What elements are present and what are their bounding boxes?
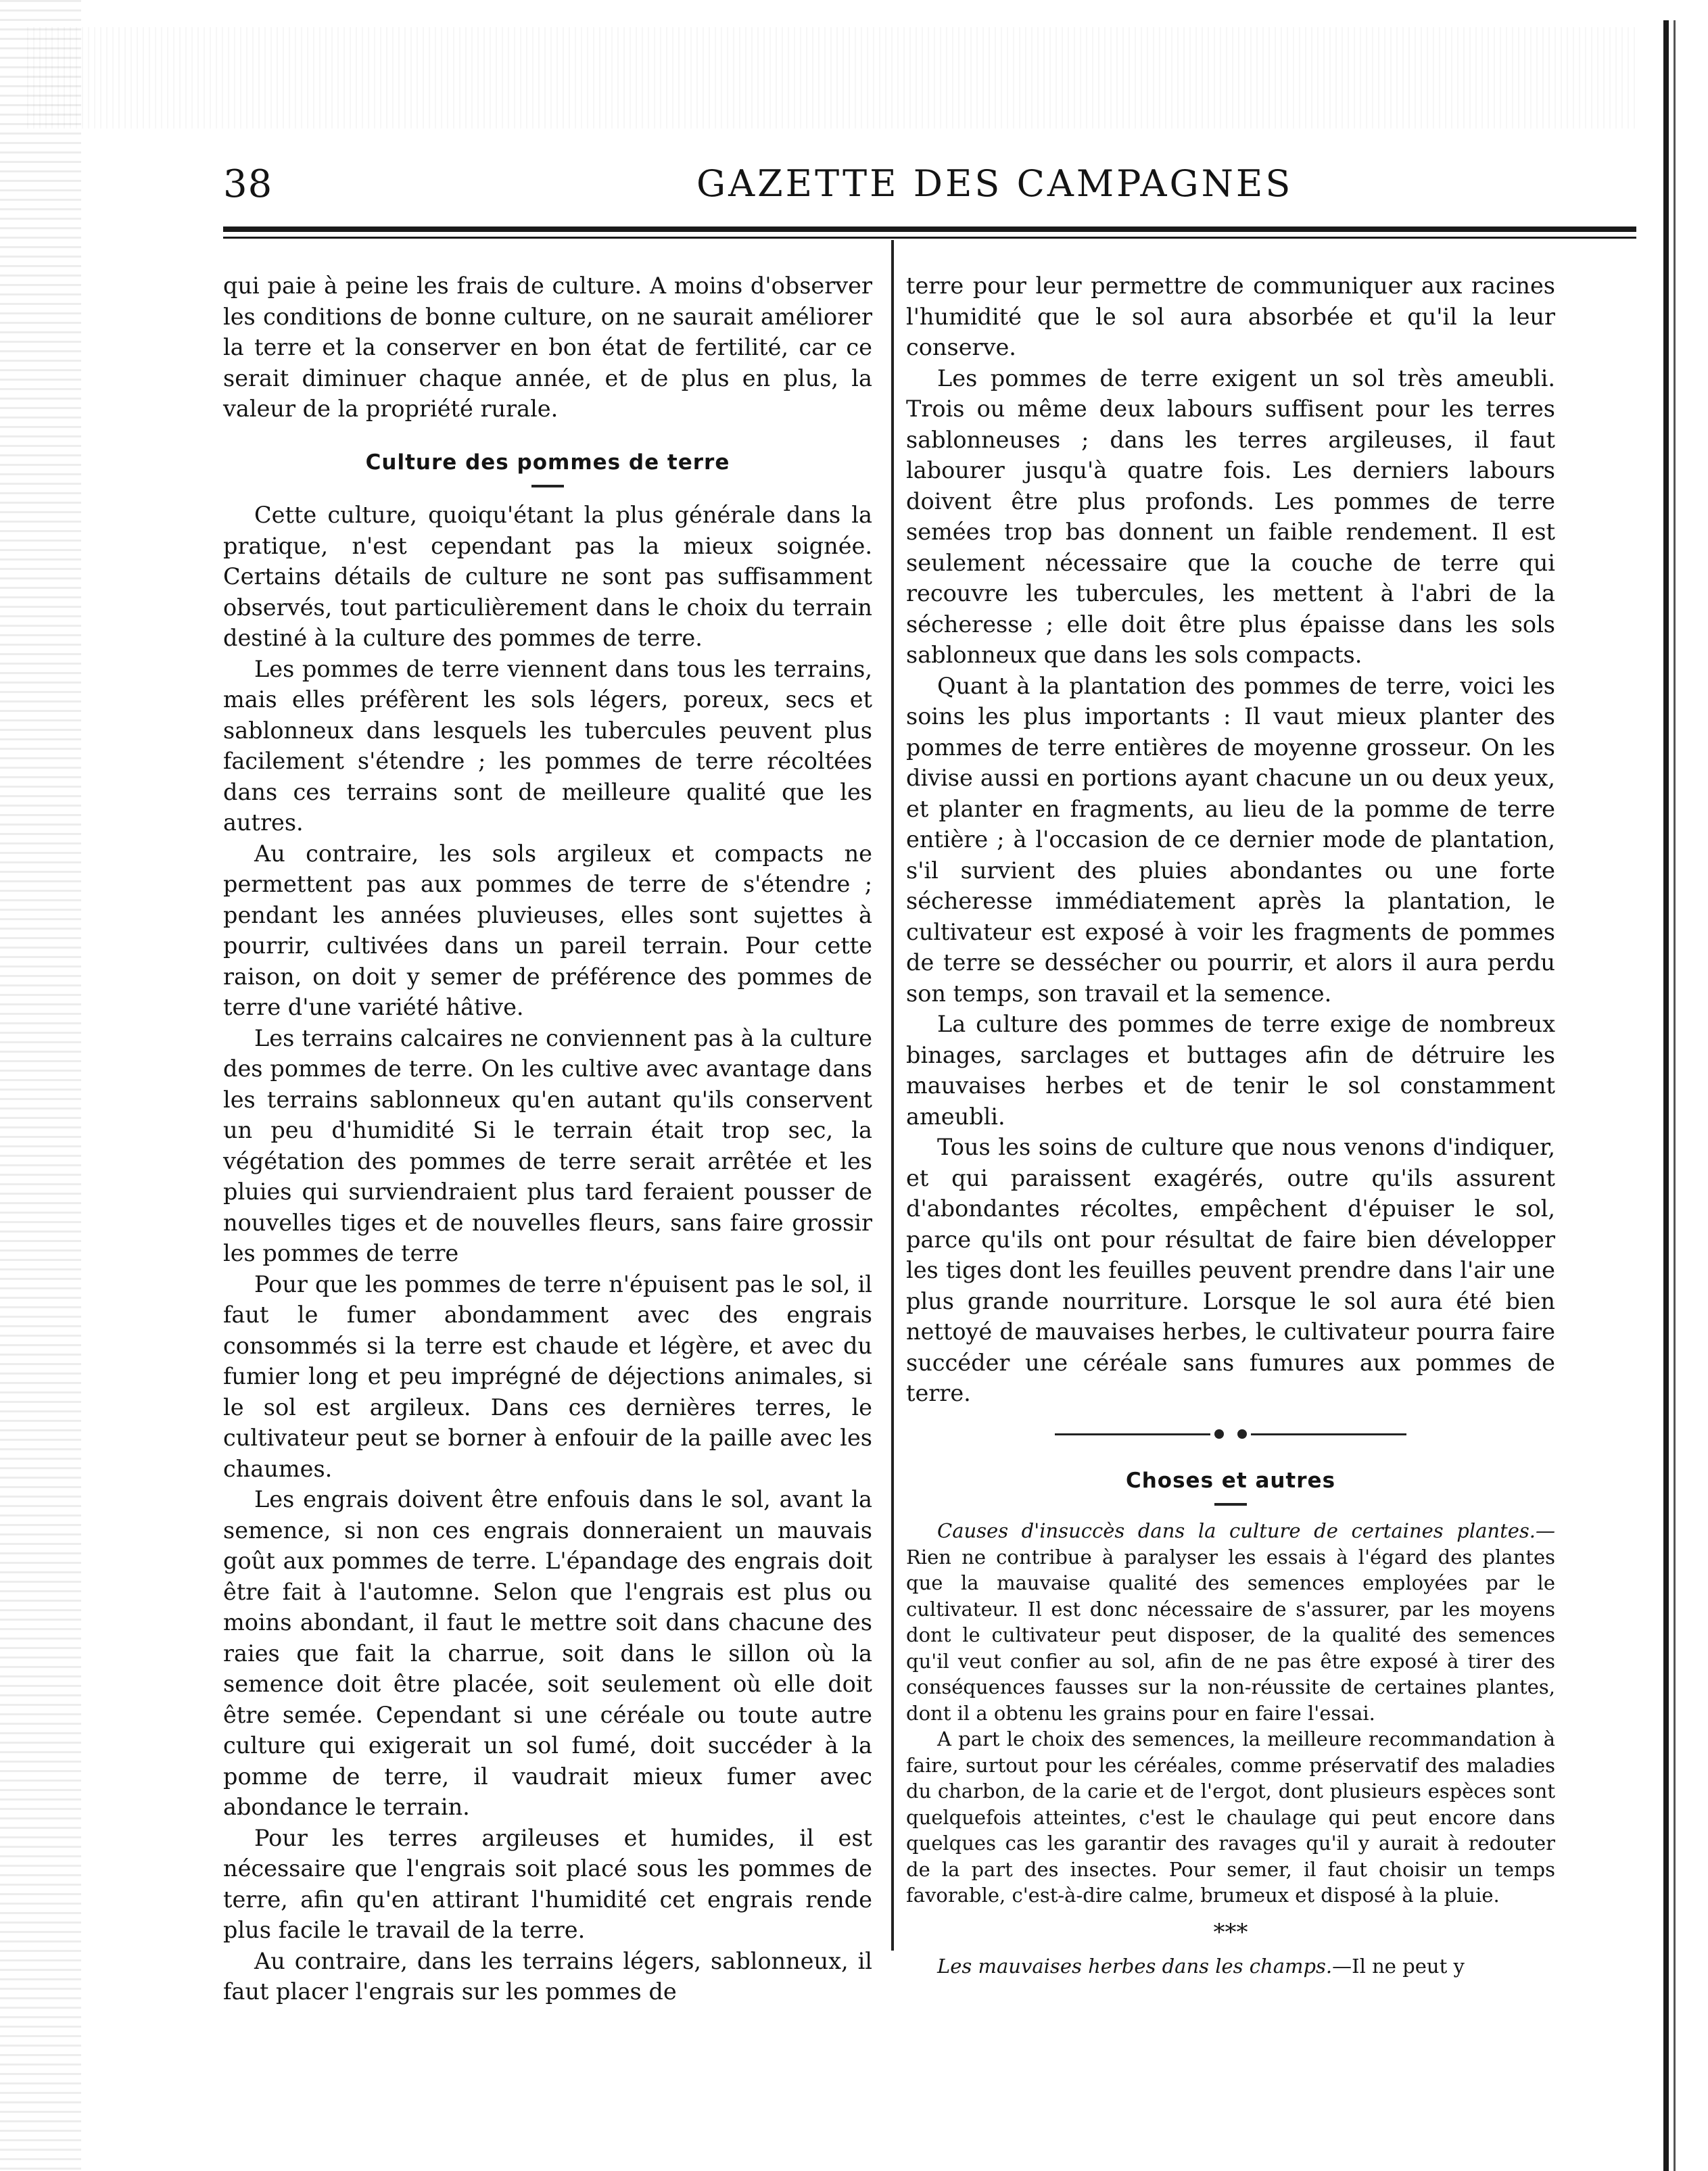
paragraph: Les pommes de terre viennent dans tous les terrains, mais elles préfèrent les sols légers, poreux, secs et sablonneux dans lesquels les tubercules peuvent plus facilement s'étendre ; les pommes de terre récoltées dans ces terrains sont de meilleure qualité que les autres. xyxy=(223,655,872,836)
left-column xyxy=(223,270,872,2007)
news-item-lead: Causes d'insuccès dans la culture de certaines plantes.— xyxy=(937,1519,1555,1542)
news-item-2-lead: Les mauvaises herbes dans les champs. xyxy=(937,1954,1333,1978)
asterism: *** xyxy=(1213,1918,1248,1946)
paragraph: Cette culture, quoiqu'étant la plus générale dans la pratique, n'est cependant pas la mieux soignée. Certains détails de culture ne sont pas suffisamment observés, tout particulièrement dans le choix du terrain destiné à la culture des pommes de terre. xyxy=(223,502,872,651)
paragraph: Au contraire, les sols argileux et compacts ne permettent pas aux pommes de terre de s'étendre ; pendant les années pluvieuses, elles sont sujettes à pourrir, cultivées dans un pareil terrain. Pour cette raison, on doit y semer de préférence des pommes de terre d'une variété hâtive. xyxy=(223,840,872,1020)
header-rule-thin xyxy=(223,237,1636,239)
right-column xyxy=(906,270,1555,1979)
page-number: 38 xyxy=(223,162,273,206)
paragraph: Les engrais doivent être enfouis dans le sol, avant la semence, si non ces engrais donneraient un mauvais goût aux pommes de terre. L'épandage des engrais doit être fait à l'automne. Selon que l'engrais est plus ou moins abondant, il faut le mettre soit dans chacune des raies que fait la charrue, soit dans le sillon où la semence doit être placée, soit seulement où elle doit être semée. Cependant si une céréale ou toute autre culture qui exigerait un sol fumé, doit succéder à la pomme de terre, il vaudrait mieux fumer avec abondance le terrain. xyxy=(223,1486,872,1820)
choses-et-autres-body xyxy=(906,1518,1555,1979)
paragraph: Au contraire, dans les terrains légers, sablonneux, il faut placer l'engrais sur les pommes de xyxy=(223,1947,872,2005)
journal-title: GAZETTE DES CAMPAGNES xyxy=(696,162,1294,205)
scan-edge-right xyxy=(1663,20,1669,2171)
section-title-choses: Choses et autres xyxy=(1125,1468,1336,1493)
paragraph: Pour les terres argileuses et humides, il est nécessaire que l'engrais soit placé sous les pommes de terre, afin qu'en attirant l'humidité cet engrais rende plus facile le travail de la terre. xyxy=(223,1824,872,1943)
paragraph: Pour que les pommes de terre n'épuisent pas le sol, il faut le fumer abondamment avec des engrais consommés si la terre est chaude et légère, et avec du fumier long et peu imprégné de déjections animales, si le sol est argileux. Dans ces dernières terres, le cultivateur peut se borner à enfouir de la paille avec les chaumes. xyxy=(223,1270,872,1482)
paragraph: La culture des pommes de terre exige de nombreux binages, sarclages et buttages afin de détruire les mauvaises herbes et de tenir le sol constamment ameubli. xyxy=(906,1011,1555,1130)
paragraph: Quant à la plantation des pommes de terre, voici les soins les plus importants : Il vaut mieux planter des pommes de terre entières de moyenne grosseur. On les divise aussi en portions ayant chacune un ou deux yeux, et planter en fragments, au lieu de la pomme de terre entière ; à l'occasion de ce dernier mode de plantation, s'il survient des pluies abondantes ou une forte sécheresse immédiatement après la plantation, le cultivateur est exposé à voir les fragments de pommes de terre se dessécher ou pourrir, et alors il aura perdu son temps, son travail et la semence. xyxy=(906,672,1555,1007)
column-divider xyxy=(891,240,894,1951)
header-rule-thick xyxy=(223,226,1636,232)
section-title-culture: Culture des pommes de terre xyxy=(365,450,730,475)
print-speckle xyxy=(27,27,1636,128)
paragraph: Les terrains calcaires ne conviennent pas à la culture des pommes de terre. On les cultive avec avantage dans les terrains sablonneux qu'en autant qu'ils conservent un peu d'humidité Si le terrain était trop sec, la végétation des pommes de terre serait arrêtée et les pluies qui surviendraient plus tard feraient pousser de nouvelles tiges et de nouvelles fleurs, sans faire grossir les pommes de terre xyxy=(223,1024,872,1266)
title-dash xyxy=(1214,1503,1247,1506)
news-item-2 xyxy=(906,1953,1555,1980)
news-item-continued: A part le choix des semences, la meilleure recommandation à faire, surtout pour les céréales, comme préservatif des maladies du charbon, de la carie et de l'ergot, dont plusieurs espèces sont quelquefois atteintes, c'est le chaulage qui peut encore dans quelques cas les garantir des ravages qu'il y aurait à redouter de la part des insectes. Pour semer, il faut choisir un temps favorable, c'est-à-dire calme, brumeux et disposé à la pluie. xyxy=(906,1727,1555,1907)
intro-continuation: qui paie à peine les frais de culture. A moins d'observer les conditions de bonne culture, on ne saurait améliorer la terre et la conserver en bon état de fertilité, car ce serait diminuer chaque année, et de plus en plus, la valeur de la propriété rurale. xyxy=(223,272,872,422)
news-item xyxy=(906,1518,1555,1726)
paragraph: Les pommes de terre exigent un sol très ameubli. Trois ou même deux labours suffisent pour les terres sablonneuses ; dans les terres argileuses, il faut labourer jusqu'à quatre fois. Les derniers labours doivent être plus profonds. Les pommes de terre semées trop bas donnent un faible rendement. Il est seulement nécessaire que la couche de terre qui recouvre les tubercules, les mettent à l'abri de la sécheresse ; elle doit être plus épaisse dans les sols sablonneux que dans les sols compacts. xyxy=(906,364,1555,668)
title-dash xyxy=(531,485,564,487)
right-continuation: terre pour leur permettre de communiquer aux racines l'humidité que le sol aura absorbée et qu'il la leur conserve. xyxy=(906,272,1555,360)
scan-edge-right-inner xyxy=(1674,20,1676,2171)
news-item-2-text: —Il ne peut y xyxy=(1332,1954,1465,1978)
page-header xyxy=(223,162,1636,216)
news-item-text: Rien ne contribue à paralyser les essais à l'égard des plantes que la mauvaise qualité des semences employées par le cultivateur. Il est donc nécessaire de s'assurer, par les moyens dont le cultivateur peut disposer, de la qualité des semences qu'il veut confier au sol, afin de ne pas être exposé à tirer des conséquences fausses sur la non-réussite de certaines plantes, dont il a obtenu les grains pour en faire l'essai. xyxy=(906,1545,1555,1725)
paragraph: Tous les soins de culture que nous venons d'indiquer, et qui paraissent exagérés, outre qu'ils assurent d'abondantes récoltes, empêchent d'épuiser le sol, parce qu'ils ont pour résultat de faire bien développer les tiges dont les feuilles peuvent prendre dans l'air une plus grande nourriture. Lorsque le sol aura été bien nettoyé de mauvaises herbes, le cultivateur pourra faire succéder une céréale sans fumures aux pommes de terre. xyxy=(906,1134,1555,1406)
section-ornament xyxy=(1055,1427,1406,1443)
scan-edge-left xyxy=(0,0,81,2171)
